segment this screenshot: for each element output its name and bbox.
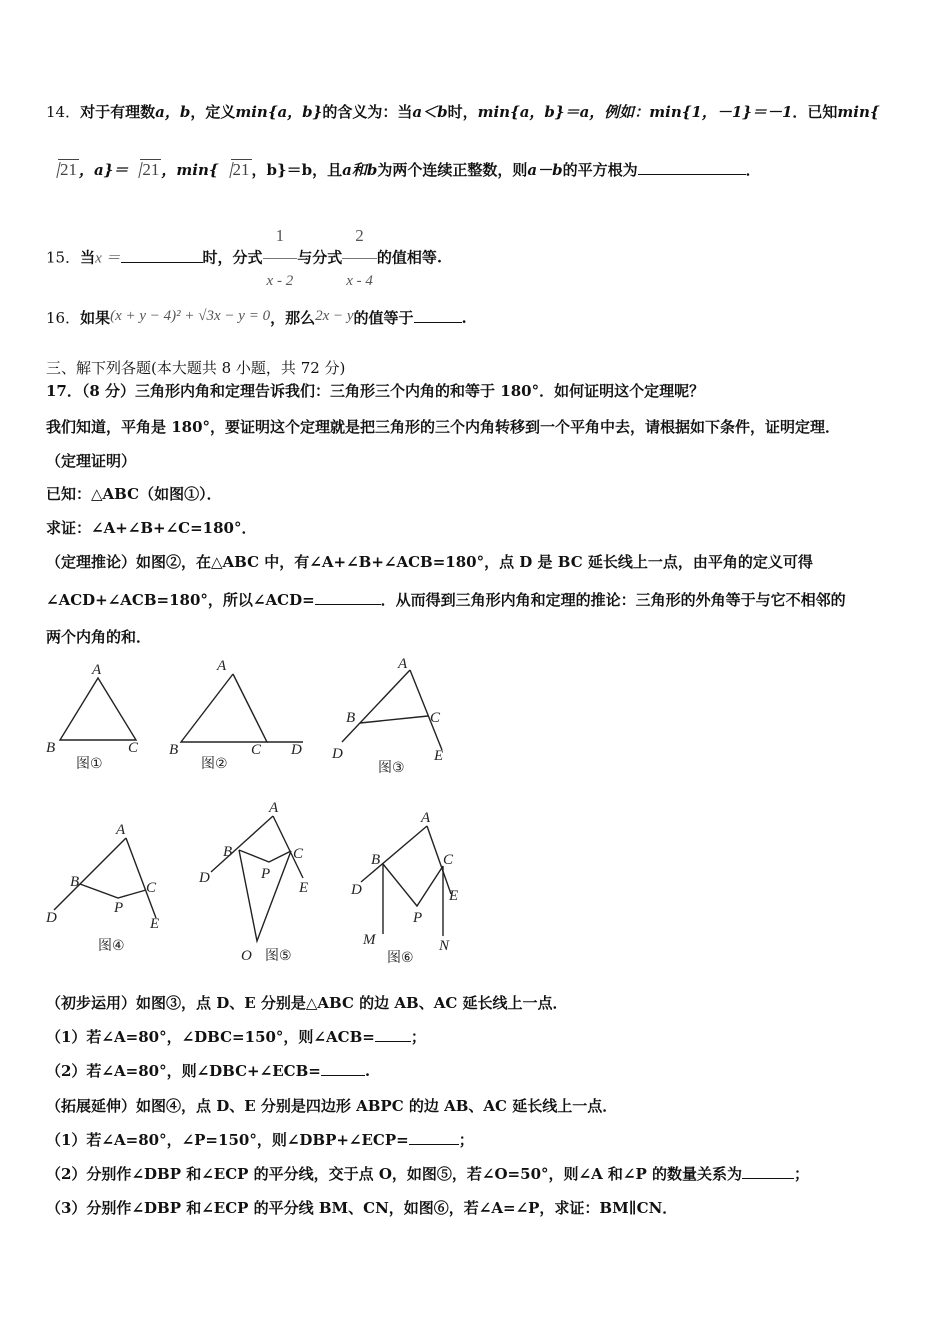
app-title: （初步运用）如图③，点 D、E 分别是△ABC 的边 AB、AC 延长线上一点． bbox=[46, 994, 568, 1012]
sqrt-21: 21 bbox=[46, 160, 79, 180]
q14-line1: 14．对于有理数a，b，定义min{a，b}的含义为：当a＜b时，min{a，b}＝a，例如：min{1，－1}＝－1．已知min{ bbox=[46, 103, 880, 121]
label-b: B bbox=[70, 874, 80, 890]
fraction-2: $\frac{2}{x - 4}$ bbox=[342, 214, 377, 303]
segment-bc bbox=[360, 716, 428, 723]
section-title: 三、解下列各题(本大题共 8 小题，共 72 分) bbox=[46, 359, 346, 377]
corollary-line2: ∠ACD+∠ACB=180°，所以∠ACD= ．从而得到三角形内角和定理的推论：三角形的外角等于与它不相邻的 bbox=[46, 591, 846, 609]
label-n: N bbox=[439, 938, 450, 954]
segments-bpc bbox=[383, 864, 443, 906]
line-ad bbox=[342, 670, 410, 742]
figure-caption: 图⑥ bbox=[387, 950, 414, 966]
q17-head: 17．（8 分）三角形内角和定理告诉我们：三角形三个内角的和等于 180°．如何证明这个定理呢？ bbox=[46, 382, 705, 400]
label-d: D bbox=[351, 882, 362, 898]
answer-blank[interactable] bbox=[742, 1164, 794, 1179]
label-c: C bbox=[128, 740, 139, 756]
ext-q2: （2）分别作∠DBP 和∠ECP 的平分线，交于点 O，如图⑤，若∠O=50°，则∠A 和∠P 的数量关系为 ； bbox=[46, 1165, 810, 1183]
corollary-line3: 两个内角的和． bbox=[46, 628, 152, 646]
equation: (x + y − 4)² + √3x − y = 0 bbox=[110, 308, 271, 324]
label-b: B bbox=[169, 742, 179, 758]
proof-title: （定理证明） bbox=[46, 452, 137, 470]
label-p: P bbox=[261, 866, 271, 882]
label-c: C bbox=[293, 846, 304, 862]
q15-line: 15．当x ＝ 时，分式 $\frac{1}{x - 2}$ 与分式 $\frac{2}{x - 4}$ 的值相等. bbox=[46, 214, 442, 303]
label-a: A bbox=[398, 656, 408, 672]
answer-blank[interactable] bbox=[638, 160, 746, 175]
ext-q1: （1）若∠A=80°，∠P=150°，则∠DBP+∠ECP= ； bbox=[46, 1131, 474, 1149]
triangle-abc bbox=[181, 674, 267, 742]
label-c: C bbox=[430, 710, 441, 726]
app-q2: （2）若∠A=80°，则∠DBC+∠ECB= . bbox=[46, 1062, 371, 1080]
question-number: 14． bbox=[46, 103, 81, 121]
q14-line2: 21 ，a}＝ 21 ，min{ 21 ，b}＝b，且a和b为两个连续正整数，则a－b的平方根为 ． bbox=[46, 160, 761, 180]
ext-q3: （3）分别作∠DBP 和∠ECP 的平分线 BM、CN，如图⑥，若∠A=∠P，求证：BM∥CN． bbox=[46, 1199, 678, 1217]
line-ae bbox=[126, 838, 156, 918]
label-b: B bbox=[223, 844, 233, 860]
figure-3 bbox=[330, 654, 455, 779]
label-m: M bbox=[363, 932, 376, 948]
figure-2 bbox=[165, 656, 310, 774]
label-d: D bbox=[199, 870, 210, 886]
label-a: A bbox=[269, 800, 279, 816]
sqrt-21: 21 bbox=[219, 160, 252, 180]
label-c: C bbox=[146, 880, 157, 896]
triangle-abc bbox=[60, 678, 136, 740]
label-p: P bbox=[114, 900, 124, 916]
answer-blank[interactable] bbox=[414, 308, 462, 323]
prove: 求证：∠A+∠B+∠C=180°． bbox=[46, 519, 257, 537]
figure-caption: 图② bbox=[201, 756, 228, 772]
label-b: B bbox=[46, 740, 56, 756]
figure-caption: 图⑤ bbox=[265, 948, 292, 964]
label-c: C bbox=[443, 852, 454, 868]
label-c: C bbox=[251, 742, 262, 758]
given: 已知：△ABC（如图①）． bbox=[46, 485, 222, 503]
answer-blank[interactable] bbox=[315, 590, 381, 605]
figure-caption: 图① bbox=[76, 756, 103, 772]
q17-p1: 我们知道，平角是 180°，要证明这个定理就是把三角形的三个内角转移到一个平角中去，请根据如下条件，证明定理． bbox=[46, 418, 841, 436]
q16-line: 16．如果(x + y − 4)² + √3x − y = 0，那么2x − y的值等于 . bbox=[46, 308, 467, 327]
bisectors-bo-co bbox=[239, 850, 291, 941]
label-d: D bbox=[46, 910, 57, 926]
label-e: E bbox=[449, 888, 459, 904]
segments-bpc bbox=[80, 884, 146, 898]
label-a: A bbox=[217, 658, 227, 674]
label-a: A bbox=[116, 822, 126, 838]
label-b: B bbox=[371, 852, 381, 868]
figure-caption: 图④ bbox=[98, 938, 125, 954]
answer-blank[interactable] bbox=[321, 1061, 365, 1076]
label-a: A bbox=[421, 810, 431, 826]
answer-blank[interactable] bbox=[375, 1027, 411, 1042]
label-a: A bbox=[92, 662, 102, 678]
label-o: O bbox=[241, 948, 252, 964]
label-e: E bbox=[434, 748, 444, 764]
label-p: P bbox=[413, 910, 423, 926]
figure-1 bbox=[40, 660, 150, 775]
figure-5 bbox=[195, 796, 325, 966]
figure-caption: 图③ bbox=[378, 760, 405, 776]
sqrt-21: 21 bbox=[128, 160, 161, 180]
corollary-line1: （定理推论）如图②，在△ABC 中，有∠A+∠B+∠ACB=180°，点 D 是 BC 延长线上一点，由平角的定义可得 bbox=[46, 553, 813, 571]
label-d: D bbox=[332, 746, 343, 762]
ext-title: （拓展延伸）如图④，点 D、E 分别是四边形 ABPC 的边 AB、AC 延长线上一点． bbox=[46, 1097, 618, 1115]
figure-4 bbox=[40, 818, 170, 958]
label-b: B bbox=[346, 710, 356, 726]
answer-blank[interactable] bbox=[121, 248, 203, 263]
segments-bpc bbox=[239, 850, 291, 862]
figure-6 bbox=[345, 806, 475, 971]
label-d: D bbox=[291, 742, 302, 758]
label-e: E bbox=[299, 880, 309, 896]
answer-blank[interactable] bbox=[409, 1130, 459, 1145]
fraction-1: $\frac{1}{x - 2}$ bbox=[263, 214, 298, 303]
label-e: E bbox=[150, 916, 160, 932]
app-q1: （1）若∠A=80°，∠DBC=150°，则∠ACB= ； bbox=[46, 1028, 426, 1046]
